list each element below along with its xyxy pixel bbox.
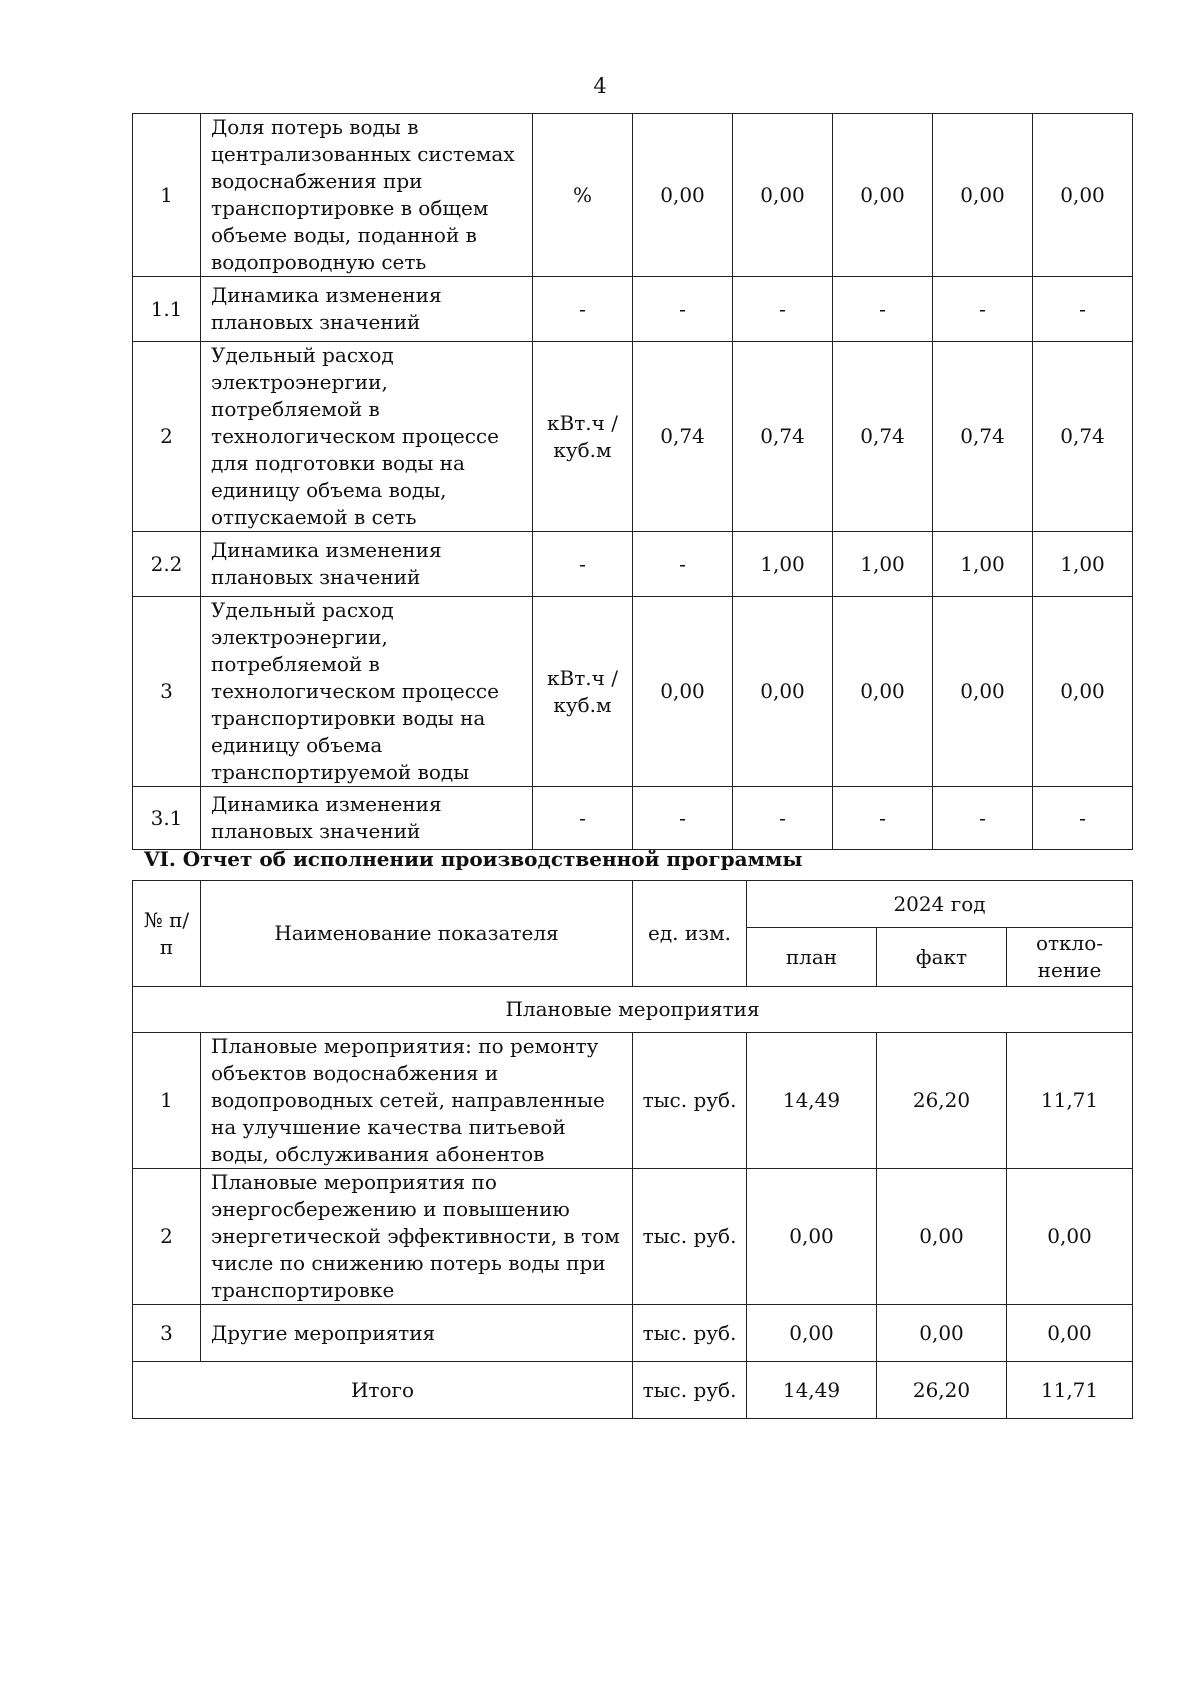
indicator-name: Удельный расход электроэнергии, потребляемой в технологическом процессе для подготовки воды на единицу объема воды, отпускаемой в сеть: [201, 342, 533, 532]
value-cell: 0,74: [1033, 342, 1133, 532]
plan-cell: 14,49: [747, 1033, 877, 1169]
plan-cell: 0,00: [747, 1305, 877, 1362]
unit-cell: -: [533, 787, 633, 850]
row-number: 1: [133, 1033, 201, 1169]
value-cell: 0,74: [833, 342, 933, 532]
production-program-report-table: [132, 880, 1133, 1419]
unit-cell: кВт.ч / куб.м: [533, 597, 633, 787]
value-cell: 1,00: [833, 532, 933, 597]
table-row: [133, 532, 1133, 597]
plan-cell: 14,49: [747, 1362, 877, 1419]
header-deviation: откло-нение: [1007, 928, 1133, 987]
value-cell: -: [1033, 787, 1133, 850]
table-row: [133, 1033, 1133, 1169]
table-row: [133, 1305, 1133, 1362]
value-cell: -: [933, 787, 1033, 850]
indicator-name: Динамика изменения плановых значений: [201, 277, 533, 342]
deviation-cell: 0,00: [1007, 1305, 1133, 1362]
value-cell: -: [733, 277, 833, 342]
measure-name: Плановые мероприятия по энергосбережению и повышению энергетической эффективности, в том числе по снижению потерь воды при транспортировке: [201, 1169, 633, 1305]
unit-cell: кВт.ч / куб.м: [533, 342, 633, 532]
header-plan: план: [747, 928, 877, 987]
fact-cell: 0,00: [877, 1305, 1007, 1362]
value-cell: 0,74: [633, 342, 733, 532]
value-cell: 1,00: [933, 532, 1033, 597]
value-cell: -: [933, 277, 1033, 342]
page-number: 4: [593, 74, 607, 98]
deviation-cell: 11,71: [1007, 1362, 1133, 1419]
fact-cell: 0,00: [877, 1169, 1007, 1305]
group-label: Плановые мероприятия: [133, 987, 1133, 1033]
table-row: [133, 342, 1133, 532]
indicator-name: Доля потерь воды в централизованных системах водоснабжения при транспортировке в общем объеме воды, поданной в водопроводную сеть: [201, 114, 533, 277]
table-row: [133, 114, 1133, 277]
header-fact: факт: [877, 928, 1007, 987]
row-number: 3: [133, 1305, 201, 1362]
value-cell: 0,00: [1033, 597, 1133, 787]
indicator-name: Динамика изменения плановых значений: [201, 532, 533, 597]
value-cell: -: [633, 532, 733, 597]
value-cell: 0,00: [733, 597, 833, 787]
table-row: [133, 277, 1133, 342]
indicator-name: Динамика изменения плановых значений: [201, 787, 533, 850]
indicator-name: Удельный расход электроэнергии, потребляемой в технологическом процессе транспортировки воды на единицу объема транспортируемой воды: [201, 597, 533, 787]
unit-cell: тыс. руб.: [633, 1169, 747, 1305]
row-number: 2.2: [133, 532, 201, 597]
unit-cell: -: [533, 532, 633, 597]
deviation-cell: 0,00: [1007, 1169, 1133, 1305]
value-cell: -: [733, 787, 833, 850]
table-row: [133, 597, 1133, 787]
total-row: [133, 1362, 1133, 1419]
row-number: 3.1: [133, 787, 201, 850]
value-cell: 0,74: [733, 342, 833, 532]
value-cell: 1,00: [1033, 532, 1133, 597]
value-cell: 1,00: [733, 532, 833, 597]
unit-cell: тыс. руб.: [633, 1305, 747, 1362]
deviation-cell: 11,71: [1007, 1033, 1133, 1169]
value-cell: 0,00: [833, 597, 933, 787]
total-label: Итого: [133, 1362, 633, 1419]
value-cell: -: [633, 277, 733, 342]
header-unit: ед. изм.: [633, 881, 747, 987]
value-cell: -: [833, 277, 933, 342]
value-cell: -: [633, 787, 733, 850]
unit-cell: тыс. руб.: [633, 1033, 747, 1169]
value-cell: 0,00: [933, 597, 1033, 787]
plan-cell: 0,00: [747, 1169, 877, 1305]
value-cell: 0,00: [733, 114, 833, 277]
header-year: 2024 год: [747, 881, 1133, 928]
value-cell: 0,00: [833, 114, 933, 277]
unit-cell: тыс. руб.: [633, 1362, 747, 1419]
value-cell: 0,00: [933, 114, 1033, 277]
value-cell: -: [1033, 277, 1133, 342]
section-title: VI. Отчет об исполнении производственной программы: [144, 847, 803, 871]
unit-cell: %: [533, 114, 633, 277]
value-cell: 0,00: [1033, 114, 1133, 277]
row-number: 3: [133, 597, 201, 787]
value-cell: 0,74: [933, 342, 1033, 532]
row-number: 1.1: [133, 277, 201, 342]
row-number: 2: [133, 342, 201, 532]
value-cell: 0,00: [633, 597, 733, 787]
measure-name: Плановые мероприятия: по ремонту объектов водоснабжения и водопроводных сетей, направленные на улучшение качества питьевой воды, обслуживания абонентов: [201, 1033, 633, 1169]
table-row: [133, 1169, 1133, 1305]
value-cell: -: [833, 787, 933, 850]
unit-cell: -: [533, 277, 633, 342]
table-row: [133, 787, 1133, 850]
fact-cell: 26,20: [877, 1033, 1007, 1169]
fact-cell: 26,20: [877, 1362, 1007, 1419]
row-number: 1: [133, 114, 201, 277]
row-number: 2: [133, 1169, 201, 1305]
header-name: Наименование показателя: [201, 881, 633, 987]
value-cell: 0,00: [633, 114, 733, 277]
measure-name: Другие мероприятия: [201, 1305, 633, 1362]
indicators-table: [132, 113, 1133, 850]
header-number: № п/п: [133, 881, 201, 987]
